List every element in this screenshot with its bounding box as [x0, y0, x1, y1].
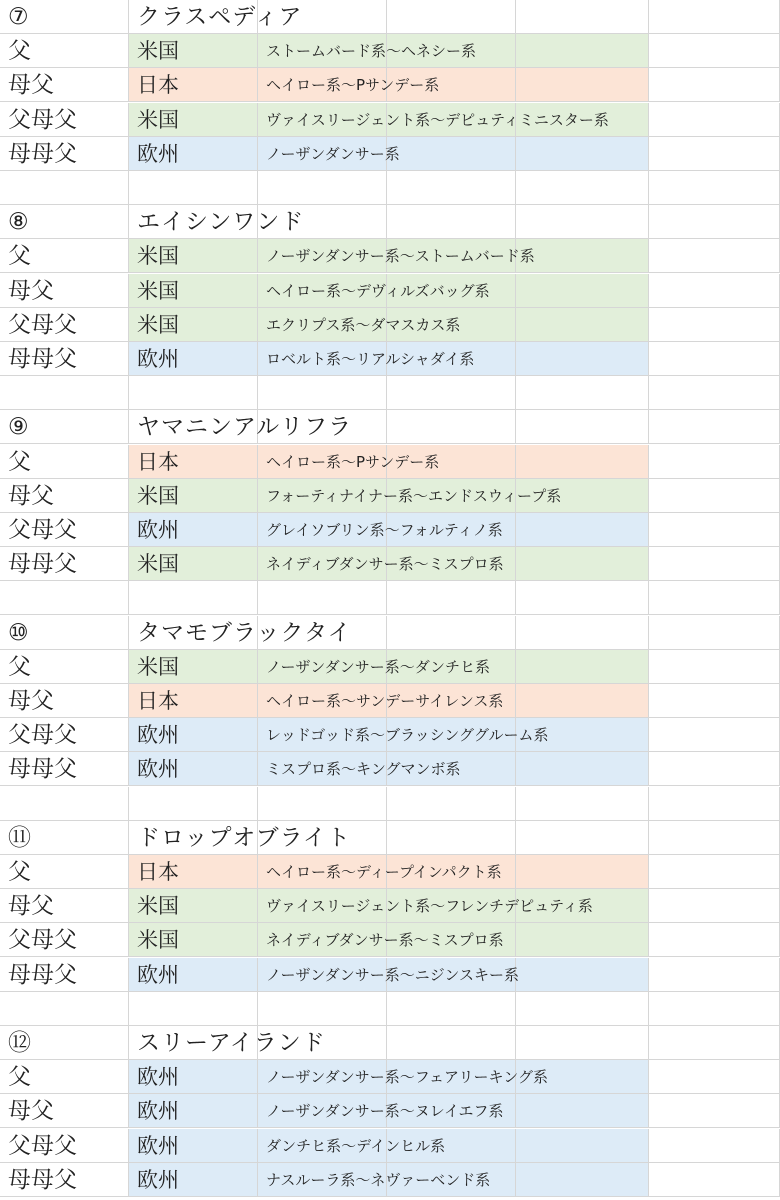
sire-role-label: 父母父: [8, 927, 77, 954]
sire-line-text: ヘイロー系～ディープインパクト系: [266, 863, 502, 881]
grid-cell[interactable]: [516, 137, 649, 171]
grid-cell[interactable]: [649, 547, 780, 581]
horse-header-row: [0, 616, 780, 650]
grid-cell[interactable]: [649, 752, 780, 786]
grid-cell[interactable]: [516, 513, 649, 547]
pedigree-row: [0, 103, 780, 137]
grid-cell[interactable]: [387, 376, 516, 410]
sire-line-text: エクリプス系～ダマスカス系: [266, 315, 461, 334]
sire-line-text: ナスルーラ系～ネヴァーベンド系: [266, 1170, 491, 1189]
region-label: 米国: [137, 552, 179, 577]
grid-cell[interactable]: [516, 1163, 649, 1197]
spacer-row: [0, 992, 780, 1026]
grid-cell[interactable]: [649, 410, 780, 444]
grid-cell[interactable]: [649, 1163, 780, 1197]
region-label: 米国: [137, 244, 179, 269]
region-label: 欧州: [137, 141, 179, 166]
horse-header-row: [0, 0, 780, 34]
grid-cell[interactable]: [516, 581, 649, 615]
sire-role-label: 父: [8, 243, 31, 270]
grid-cell[interactable]: [516, 547, 649, 581]
grid-cell[interactable]: [0, 171, 129, 205]
grid-cell[interactable]: [516, 992, 649, 1026]
sire-line-text: ノーザンダンサー系～フェアリーキング系: [266, 1068, 549, 1087]
grid-cell[interactable]: [516, 958, 649, 992]
sire-role-label: 母父: [8, 893, 54, 920]
sire-role-label: 父: [8, 38, 31, 65]
grid-cell[interactable]: [387, 581, 516, 615]
grid-cell[interactable]: [516, 650, 649, 684]
region-label: 米国: [137, 278, 179, 303]
grid-cell[interactable]: [387, 616, 516, 650]
sire-role-label: 母父: [8, 72, 54, 99]
sire-role-label: 母父: [8, 1098, 54, 1125]
sire-line-text: ノーザンダンサー系: [266, 144, 400, 163]
grid-cell[interactable]: [387, 410, 516, 444]
pedigree-row: [0, 1060, 780, 1094]
grid-cell[interactable]: [649, 581, 780, 615]
pedigree-row: [0, 889, 780, 923]
horse-header-row: [0, 205, 780, 239]
pedigree-row: [0, 445, 780, 479]
region-label: 欧州: [137, 1133, 179, 1158]
grid-cell[interactable]: [649, 274, 780, 308]
grid-cell[interactable]: [258, 992, 387, 1026]
region-label: 欧州: [137, 1065, 179, 1090]
pedigree-row: [0, 513, 780, 547]
sire-line-text: ミスプロ系～キングマンボ系: [266, 760, 461, 779]
grid-cell[interactable]: [387, 171, 516, 205]
grid-cell[interactable]: [516, 616, 649, 650]
pedigree-row: [0, 1129, 780, 1163]
region-label: 米国: [137, 894, 179, 919]
sire-role-label: 母母父: [8, 140, 77, 167]
region-label: 米国: [137, 39, 179, 64]
grid-cell[interactable]: [649, 650, 780, 684]
entry-number: ⑫: [8, 1030, 31, 1056]
grid-cell[interactable]: [649, 1094, 780, 1128]
pedigree-row: [0, 923, 780, 957]
grid-cell[interactable]: [129, 992, 258, 1026]
pedigree-row: [0, 1094, 780, 1128]
sire-role-label: 母父: [8, 688, 54, 714]
grid-cell[interactable]: [649, 34, 780, 68]
grid-cell[interactable]: [0, 992, 129, 1026]
sire-line-text: ヘイロー系～サンデーサイレンス系: [266, 692, 504, 710]
grid-cell[interactable]: [649, 137, 780, 171]
sire-role-label: 父母父: [8, 311, 77, 338]
horse-name: タマモブラックタイ: [137, 619, 352, 646]
grid-cell[interactable]: [387, 1026, 516, 1060]
grid-cell[interactable]: [649, 171, 780, 205]
horse-name: ドロップオブライト: [137, 824, 351, 851]
grid-cell[interactable]: [649, 103, 780, 137]
sire-line-text: ダンチヒ系～デインヒル系: [266, 1136, 446, 1155]
pedigree-row: [0, 752, 780, 786]
grid-cell[interactable]: [649, 958, 780, 992]
pedigree-row: [0, 137, 780, 171]
grid-cell[interactable]: [516, 1094, 649, 1128]
grid-cell[interactable]: [516, 923, 649, 957]
grid-cell[interactable]: [516, 752, 649, 786]
pedigree-row: [0, 479, 780, 513]
grid-cell[interactable]: [516, 445, 649, 479]
spacer-row: [0, 787, 780, 821]
region-label: 日本: [137, 73, 179, 98]
region-label: 米国: [137, 654, 179, 679]
sire-role-label: 父: [8, 448, 31, 475]
region-label: 欧州: [137, 757, 179, 782]
entry-number: ⑦: [8, 4, 29, 30]
pedigree-row: [0, 650, 780, 684]
pedigree-row: [0, 68, 780, 102]
grid-cell[interactable]: [649, 239, 780, 273]
grid-cell[interactable]: [387, 137, 516, 171]
pedigree-row: [0, 547, 780, 581]
sire-role-label: 父: [8, 653, 31, 680]
sire-role-label: 母母父: [8, 346, 77, 372]
sire-role-label: 父母父: [8, 1132, 77, 1159]
entry-number: ⑧: [8, 209, 29, 236]
horse-header-row: [0, 410, 780, 444]
region-label: 米国: [137, 483, 179, 508]
grid-cell[interactable]: [516, 205, 649, 239]
grid-cell[interactable]: [516, 308, 649, 342]
entry-number: ⑪: [8, 824, 31, 851]
grid-cell[interactable]: [258, 171, 387, 205]
grid-cell[interactable]: [649, 821, 780, 855]
sire-line-text: ノーザンダンサー系～ニジンスキー系: [266, 965, 519, 984]
region-label: 米国: [137, 107, 179, 132]
grid-cell[interactable]: [387, 992, 516, 1026]
sire-line-text: ノーザンダンサー系～ストームバード系: [266, 247, 535, 266]
horse-header-row: [0, 821, 780, 855]
pedigree-row: [0, 1163, 780, 1197]
grid-cell[interactable]: [516, 274, 649, 308]
sire-role-label: 母父: [8, 277, 54, 304]
region-label: 欧州: [137, 347, 179, 371]
pedigree-row: [0, 239, 780, 273]
grid-cell[interactable]: [649, 787, 780, 821]
sire-role-label: 父: [8, 859, 31, 885]
grid-cell[interactable]: [516, 1026, 649, 1060]
grid-cell[interactable]: [649, 616, 780, 650]
entry-number: ⑨: [8, 414, 29, 441]
grid-cell[interactable]: [649, 479, 780, 513]
grid-cell[interactable]: [649, 342, 780, 376]
grid-cell[interactable]: [649, 1129, 780, 1163]
grid-cell[interactable]: [0, 581, 129, 615]
grid-cell[interactable]: [516, 171, 649, 205]
sire-line-text: ストームバード系～ヘネシー系: [266, 42, 477, 61]
grid-cell[interactable]: [649, 376, 780, 410]
sire-line-text: ネイディブダンサー系～ミスプロ系: [266, 555, 504, 574]
horse-name: エイシンワンド: [137, 209, 305, 236]
grid-cell[interactable]: [516, 342, 649, 376]
region-label: 日本: [137, 860, 179, 884]
grid-cell[interactable]: [649, 889, 780, 923]
region-label: 欧州: [137, 1099, 179, 1124]
grid-cell[interactable]: [516, 821, 649, 855]
grid-cell[interactable]: [516, 376, 649, 410]
grid-cell[interactable]: [258, 581, 387, 615]
sire-role-label: 父母父: [8, 106, 77, 133]
pedigree-row: [0, 308, 780, 342]
entry-number: ⑩: [8, 619, 29, 646]
region-label: 欧州: [137, 518, 179, 542]
grid-cell[interactable]: [129, 787, 258, 821]
sire-line-text: レッドゴッド系～ブラッシンググルーム系: [266, 726, 549, 745]
region-label: 日本: [137, 449, 179, 474]
grid-cell[interactable]: [649, 445, 780, 479]
sire-line-text: ロベルト系～リアルシャダイ系: [266, 350, 475, 368]
grid-cell[interactable]: [649, 718, 780, 752]
grid-cell[interactable]: [649, 308, 780, 342]
grid-cell[interactable]: [387, 821, 516, 855]
grid-cell[interactable]: [258, 787, 387, 821]
horse-name: クラスペディア: [137, 4, 303, 30]
sire-role-label: 父母父: [8, 517, 77, 543]
grid-cell[interactable]: [649, 68, 780, 102]
region-label: 日本: [137, 689, 179, 713]
grid-cell[interactable]: [516, 34, 649, 68]
pedigree-row: [0, 684, 780, 718]
sire-role-label: 母母父: [8, 961, 77, 988]
sire-role-label: 父母父: [8, 722, 77, 749]
sire-line-text: ヘイロー系～Pサンデー系: [266, 76, 440, 95]
grid-cell[interactable]: [649, 684, 780, 718]
pedigree-row: [0, 34, 780, 68]
grid-cell[interactable]: [387, 787, 516, 821]
grid-cell[interactable]: [516, 1129, 649, 1163]
horse-header-row: [0, 1026, 780, 1060]
grid-cell[interactable]: [649, 513, 780, 547]
region-label: 米国: [137, 312, 179, 337]
sire-line-text: ヴァイスリージェント系～デピュティミニスター系: [266, 110, 609, 129]
spacer-row: [0, 171, 780, 205]
grid-cell[interactable]: [649, 992, 780, 1026]
grid-cell[interactable]: [516, 410, 649, 444]
grid-cell[interactable]: [649, 855, 780, 889]
sire-line-text: ノーザンダンサー系～ヌレイエフ系: [266, 1102, 504, 1121]
grid-cell[interactable]: [649, 0, 780, 34]
grid-cell[interactable]: [516, 684, 649, 718]
grid-cell[interactable]: [516, 787, 649, 821]
grid-cell[interactable]: [649, 205, 780, 239]
pedigree-row: [0, 718, 780, 752]
grid-cell[interactable]: [129, 171, 258, 205]
sire-line-text: ネイディブダンサー系～ミスプロ系: [266, 931, 504, 950]
grid-cell[interactable]: [0, 376, 129, 410]
horse-name: ヤマニンアルリフラ: [137, 414, 353, 441]
grid-cell[interactable]: [129, 581, 258, 615]
horse-name: スリーアイランド: [137, 1030, 326, 1056]
grid-cell[interactable]: [516, 855, 649, 889]
grid-cell[interactable]: [516, 0, 649, 34]
grid-cell[interactable]: [516, 239, 649, 273]
sire-role-label: 父: [8, 1064, 31, 1091]
spacer-row: [0, 376, 780, 410]
sire-line-text: ヴァイスリージェント系～フレンチデピュティ系: [266, 897, 593, 916]
sire-line-text: ヘイロー系～デヴィルズバッグ系: [266, 281, 490, 300]
pedigree-row: [0, 274, 780, 308]
region-label: 欧州: [137, 962, 179, 987]
spacer-row: [0, 581, 780, 615]
region-label: 欧州: [137, 1167, 179, 1192]
grid-cell[interactable]: [649, 1026, 780, 1060]
grid-cell[interactable]: [387, 205, 516, 239]
region-label: 欧州: [137, 723, 179, 748]
grid-cell[interactable]: [649, 1060, 780, 1094]
pedigree-row: [0, 342, 780, 376]
sire-line-text: ノーザンダンサー系～ダンチヒ系: [266, 657, 490, 676]
region-label: 米国: [137, 928, 179, 953]
sire-role-label: 母母父: [8, 551, 77, 578]
grid-cell[interactable]: [387, 0, 516, 34]
grid-cell[interactable]: [649, 923, 780, 957]
grid-cell[interactable]: [258, 376, 387, 410]
pedigree-row: [0, 958, 780, 992]
pedigree-row: [0, 855, 780, 889]
sire-role-label: 母父: [8, 482, 54, 509]
grid-cell[interactable]: [516, 68, 649, 102]
sire-role-label: 母母父: [8, 756, 77, 783]
sire-line-text: ヘイロー系～Pサンデー系: [266, 452, 440, 471]
grid-cell[interactable]: [129, 376, 258, 410]
grid-cell[interactable]: [0, 787, 129, 821]
sire-line-text: フォーティナイナー系～エンドスウィープ系: [266, 486, 562, 505]
sire-line-text: グレイソブリン系～フォルティノ系: [266, 521, 503, 539]
sire-role-label: 母母父: [8, 1166, 77, 1193]
